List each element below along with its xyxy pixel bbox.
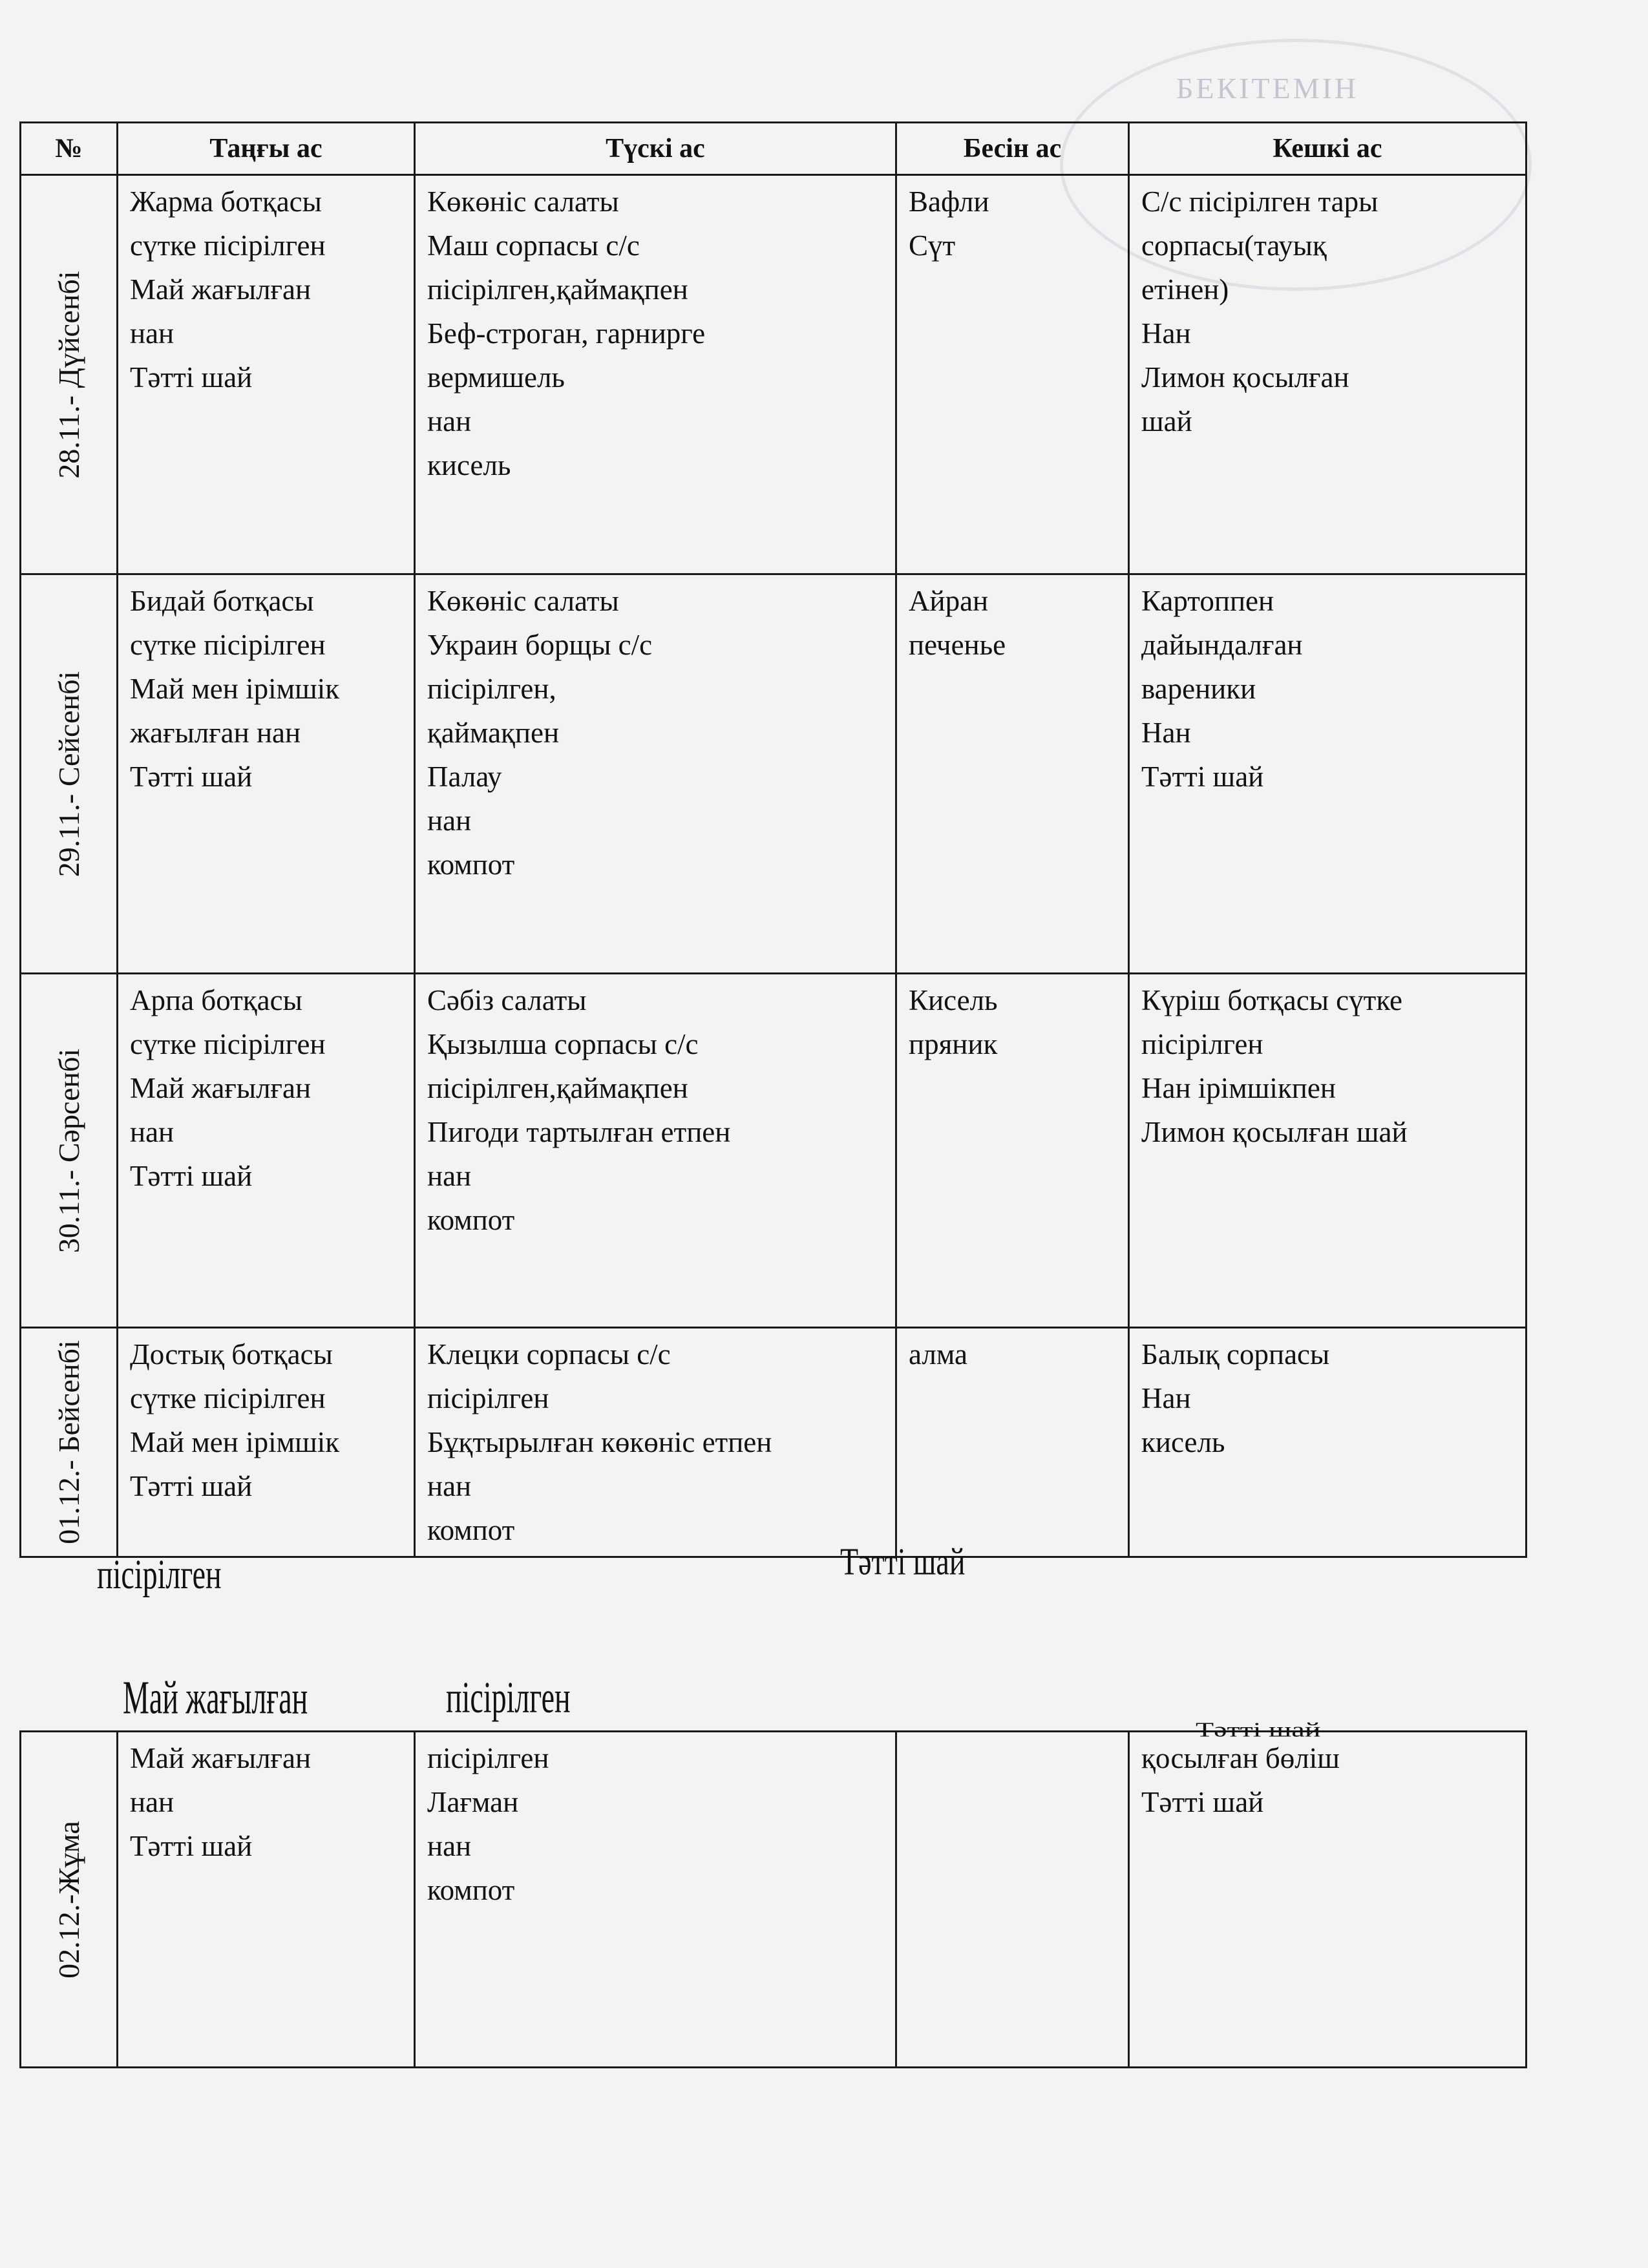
header-number: № xyxy=(21,123,118,175)
menu-item: Тәтті шай xyxy=(130,1160,253,1192)
menu-item: Арпа ботқасы xyxy=(130,984,302,1016)
menu-item: Пигоди тартылған етпен xyxy=(427,1116,731,1148)
menu-item: пісірілген xyxy=(1141,1028,1263,1060)
menu-item: пісірілген xyxy=(427,1742,549,1774)
menu-item: сүтке пісірілген xyxy=(130,229,326,262)
menu-item: етінен) xyxy=(1141,273,1229,306)
menu-item: Қызылша сорпасы с/с xyxy=(427,1028,699,1060)
menu-item: Тәтті шай xyxy=(130,761,253,793)
menu-item: Жарма ботқасы xyxy=(130,185,322,218)
menu-item: нан xyxy=(427,804,472,837)
header-breakfast: Таңғы ас xyxy=(118,123,415,175)
dinner-cell xyxy=(1129,574,1527,974)
menu-item: нан xyxy=(427,1470,472,1502)
menu-item: пісірілген xyxy=(427,1382,549,1414)
header-snack: Бесін ас xyxy=(896,123,1129,175)
distorted-text: Тәтті шай xyxy=(840,1540,966,1583)
menu-item: Нан xyxy=(1141,1382,1191,1414)
stamp-text: БЕКІТЕМІН xyxy=(1176,72,1359,105)
weekly-menu-table xyxy=(19,121,1527,2068)
menu-item: сорпасы(тауық xyxy=(1141,229,1327,262)
menu-item: Айран xyxy=(909,585,989,617)
lunch-cell xyxy=(415,175,896,574)
lunch-cell xyxy=(415,574,896,974)
menu-item: Бидай ботқасы xyxy=(130,585,314,617)
menu-item: пісірілген,қаймақпен xyxy=(427,273,688,306)
menu-item: Нан xyxy=(1141,717,1191,749)
menu-item: компот xyxy=(427,1204,515,1236)
menu-item: Май мен ірімшік xyxy=(130,673,340,705)
menu-item: компот xyxy=(427,1514,515,1546)
menu-item: нан xyxy=(427,1160,472,1192)
day-cell xyxy=(21,175,118,574)
day-label: 28.11.- Дүйсенбі xyxy=(52,270,85,479)
menu-item: Клецки сорпасы с/с xyxy=(427,1338,671,1370)
menu-item: пісірілген,қаймақпен xyxy=(427,1072,688,1104)
menu-item: қаймақпен xyxy=(427,717,560,749)
breakfast-cell xyxy=(118,1732,415,2068)
header-lunch: Түскі ас xyxy=(415,123,896,175)
scan-distortion-area xyxy=(0,1467,1648,1738)
menu-item: Тәтті шай xyxy=(130,361,253,394)
menu-item: пряник xyxy=(909,1028,998,1060)
day-label: 01.12.- Бейсенбі xyxy=(52,1340,85,1544)
dinner-cell xyxy=(1129,974,1527,1328)
menu-item: Май жағылған xyxy=(130,273,312,306)
lunch-cell xyxy=(415,974,896,1328)
menu-item: Бұқтырылған көкөніс етпен xyxy=(427,1426,772,1458)
breakfast-cell xyxy=(118,574,415,974)
menu-item: сүтке пісірілген xyxy=(130,1382,326,1414)
menu-item: Май мен ірімшік xyxy=(130,1426,340,1458)
distorted-text: пісірілген xyxy=(97,1551,222,1598)
menu-item: Лимон қосылған шай xyxy=(1141,1116,1408,1148)
menu-item: нан xyxy=(427,405,472,437)
menu-item: жағылған нан xyxy=(130,717,301,749)
distorted-text: пісірілген xyxy=(446,1672,571,1722)
menu-item: Нан xyxy=(1141,317,1191,350)
menu-item: печенье xyxy=(909,629,1006,661)
table-row xyxy=(21,1732,1527,2068)
menu-item: нан xyxy=(427,1830,472,1862)
dinner-cell xyxy=(1129,1732,1527,2068)
menu-item: Көкөніс салаты xyxy=(427,185,619,218)
breakfast-cell xyxy=(118,974,415,1328)
menu-item: компот xyxy=(427,848,515,881)
menu-item: қосылған бөліш xyxy=(1141,1742,1340,1774)
table-row xyxy=(21,974,1527,1328)
menu-item: Тәтті шай xyxy=(1141,1786,1264,1818)
menu-item: Украин борщы с/с xyxy=(427,629,653,661)
menu-item: сүтке пісірілген xyxy=(130,1028,326,1060)
header-dinner: Кешкі ас xyxy=(1129,123,1527,175)
menu-item: кисель xyxy=(1141,1426,1225,1458)
menu-item: Беф-строган, гарнирге xyxy=(427,317,706,350)
menu-item: нан xyxy=(130,317,174,350)
table-row xyxy=(21,574,1527,974)
menu-item: Палау xyxy=(427,761,502,793)
day-cell xyxy=(21,974,118,1328)
menu-item: Май жағылған xyxy=(130,1072,312,1104)
menu-item: вермишель xyxy=(427,361,565,394)
menu-item: дайындалған xyxy=(1141,629,1303,661)
distorted-text: Май жағылған xyxy=(123,1670,308,1724)
menu-item: Картоппен xyxy=(1141,585,1274,617)
menu-item: Май жағылған xyxy=(130,1742,312,1774)
menu-item: Вафли xyxy=(909,185,989,218)
day-label: 30.11.- Сәрсенбі xyxy=(52,1048,85,1253)
distorted-text: Тәтті шай xyxy=(1196,1717,1321,1738)
day-label: 02.12.-Жұма xyxy=(52,1820,85,1979)
menu-item: Күріш ботқасы сүтке xyxy=(1141,984,1403,1016)
snack-cell xyxy=(896,1732,1129,2068)
menu-item: сүтке пісірілген xyxy=(130,629,326,661)
menu-item: Достық ботқасы xyxy=(130,1338,333,1370)
menu-item: нан xyxy=(130,1786,174,1818)
menu-item: кисель xyxy=(427,449,511,481)
snack-cell xyxy=(896,175,1129,574)
breakfast-cell xyxy=(118,175,415,574)
snack-cell xyxy=(896,574,1129,974)
menu-item: Сүт xyxy=(909,229,956,262)
menu-item: Балық сорпасы xyxy=(1141,1338,1330,1370)
menu-item: Маш сорпасы с/с xyxy=(427,229,640,262)
menu-item: алма xyxy=(909,1338,967,1370)
menu-item: нан xyxy=(130,1116,174,1148)
menu-item: вареники xyxy=(1141,673,1256,705)
menu-item: Лимон қосылған xyxy=(1141,361,1349,394)
menu-item: Тәтті шай xyxy=(130,1830,253,1862)
day-cell xyxy=(21,1732,118,2068)
menu-item: Кисель xyxy=(909,984,998,1016)
header-row xyxy=(21,123,1527,175)
menu-item: Тәтті шай xyxy=(1141,761,1264,793)
menu-item: Нан ірімшікпен xyxy=(1141,1072,1336,1104)
day-cell xyxy=(21,574,118,974)
lunch-cell xyxy=(415,1732,896,2068)
day-label: 29.11.- Сейсенбі xyxy=(52,671,85,877)
menu-item: пісірілген, xyxy=(427,673,556,705)
menu-item: компот xyxy=(427,1874,515,1906)
menu-item: Көкөніс салаты xyxy=(427,585,619,617)
menu-item: Сәбіз салаты xyxy=(427,984,587,1016)
menu-item: шай xyxy=(1141,405,1192,437)
menu-item: С/с пісірілген тары xyxy=(1141,185,1379,218)
dinner-cell xyxy=(1129,175,1527,574)
table-row xyxy=(21,175,1527,574)
menu-item: Лағман xyxy=(427,1786,519,1818)
menu-item: Тәтті шай xyxy=(130,1470,253,1502)
snack-cell xyxy=(896,974,1129,1328)
